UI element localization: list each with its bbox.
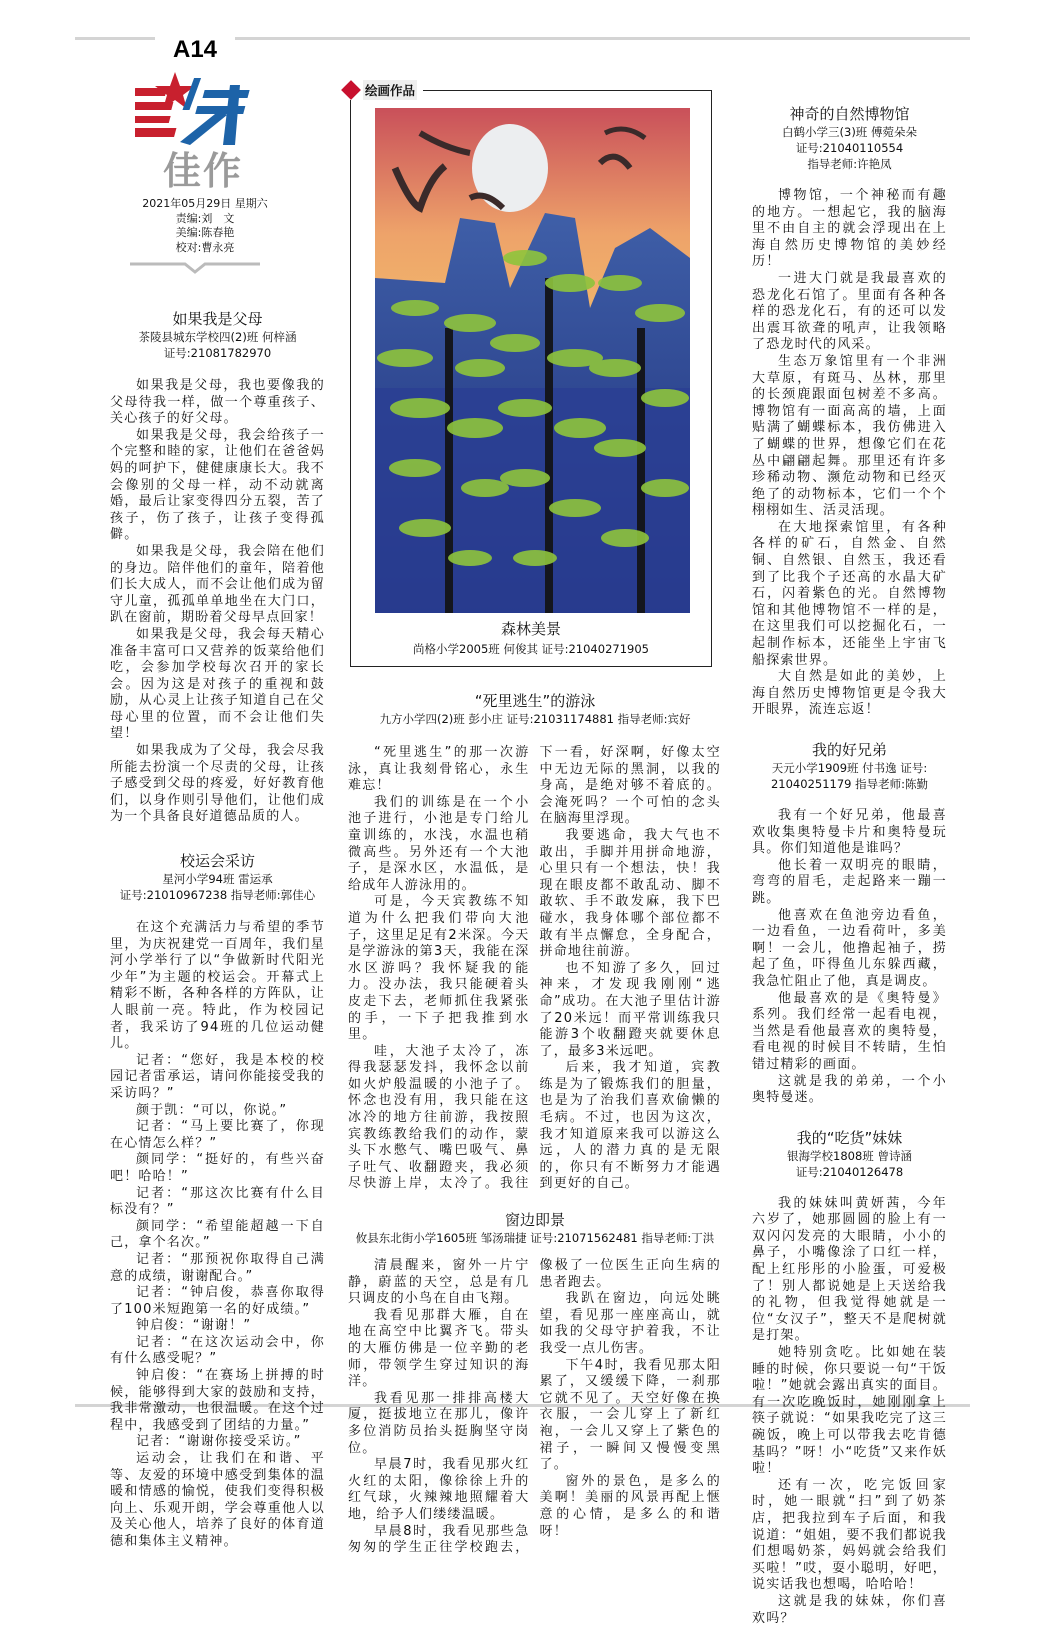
paragraph: 钟启俊：“在赛场上拼搏的时候，能够得到大家的鼓励和支持，我非常激动，也很温暖。在这个过程中，我感受到了团结的力量。”: [110, 1368, 325, 1433]
painting-title: 森林美景: [500, 620, 561, 638]
painting-tree-trunk: [445, 328, 453, 613]
paragraph: 颜同学：“挺好的，有些兴奋吧！哈哈！”: [110, 1152, 325, 1184]
article-title: 我的好兄弟: [811, 741, 887, 759]
article-title: 我的“吃货”妹妹: [796, 1128, 903, 1147]
article-body: [110, 920, 325, 1551]
paragraph: 她特别贪吃。比如她在装睡的时候，你只要说一句“干饭啦！”她就会露出真实的面目。有一次吃晚饭时，她刚刚拿上筷子就说：“如果我吃完了这三碗饭，晚上可以带我去吃肯德基吗？”呀！小“吃货”又来作妖啦！: [752, 1345, 947, 1477]
article-good-brother: [752, 741, 947, 1107]
paragraph: 我的妹妹叫黄妍茜，今年六岁了，她那圆圆的脸上有一双闪闪发亮的大眼睛，小小的鼻子，小嘴像涂了口红一样，配上红彤彤的小脸蛋，可爱极了！别人都说她是上天送给我的礼物，但我觉得她就是一位“女汉子”，整天不是爬树就是打架。: [752, 1195, 947, 1344]
article-byline: 攸县东北街小学1605班 邹汤瑞捷 证号:21071562481 指导老师:丁洪: [355, 1231, 715, 1246]
paragraph: 我们的训练是在一个小池子进行，小池是专门给儿童训练的，水浅，水温也稍微高些。另外还有一个大池子，是深水区，水温低，是给成年人游泳用的。: [348, 794, 530, 893]
article-sports-interview: [110, 852, 325, 1551]
paragraph: 我看见那一排排高楼大厦，挺拔地立在那儿，像许多位消防员抬头挺胸坚守岗位。: [348, 1390, 530, 1456]
article-swimming: [345, 692, 725, 1193]
article-byline: 茶陵县城东学校四(2)班 何梓涵: [138, 330, 297, 344]
article-body: [348, 745, 721, 1193]
article-title: 校运会采访: [179, 852, 255, 871]
article-body: [752, 1196, 947, 1627]
article-foodie-sister: [752, 1129, 947, 1627]
painting-label-text: 绘画作品: [363, 80, 417, 100]
paragraph: 他长着一双明亮的眼睛，弯弯的眉毛，走起路来一蹦一跳。: [752, 857, 947, 906]
paragraph: 博物馆，一个神秘而有趣的地方。一想起它，我的脑海里不由自主的就会浮现出在上海自然历史博物馆的美妙经历！: [752, 188, 947, 270]
paragraph: 如果我是父母，我会每天精心准备丰富可口又营养的饭菜给他们吃，会参加学校每次召开的家长会。因为这是对孩子的重视和鼓励，从心灵上让孩子知道自己在父母心里的位置，而不会让他们失望！: [110, 626, 325, 742]
article-body: [752, 808, 947, 1107]
paragraph: 在大地探索馆里，有各种各样的矿石，自然金、自然铜、自然银、自然玉，我还看到了比我个子还高的水晶大矿石，闪着紫色的光。自然博物馆和其他博物馆不一样的是，在这里我们可以挖掘化石，一起制作标本，还能坐上宇宙飞船探索世界。: [752, 519, 947, 668]
paragraph: 一进大门就是我最喜欢的恐龙化石馆了。里面有各种各样的恐龙化石，有的还可以发出震耳欲聋的吼声，让我领略了恐龙时代的风采。: [752, 270, 947, 353]
paragraph: 还有一次，吃完饭回家时，她一眼就“扫”到了奶茶店，把我拉到车子后面，和我说道：“姐姐，要不我们都说我们想喝奶茶，妈妈就会给我们买啦！”哎，耍小聪明，好吧，说实话我也想喝，哈哈哈！: [752, 1477, 947, 1593]
top-rule-right: [235, 37, 970, 40]
article-byline: 天元小学1909班 付书逸 证号:: [771, 761, 928, 775]
article-byline: 九方小学四(2)班 彭小庄 证号:21031174881 指导老师:宾好: [379, 712, 691, 726]
publication-logo: [135, 70, 260, 145]
article-body: [348, 1258, 721, 1557]
proofreader: 校对:曹永亮: [175, 240, 235, 254]
paragraph: 他最喜欢的是《奥特曼》系列。我们经常一起看电视，当然是看他最喜欢的奥特曼，看电视的时候目不转睛，生怕错过精彩的画面。: [752, 990, 947, 1072]
article-byline: 星河小学94班 雷运承: [162, 872, 273, 887]
article-body: [752, 188, 947, 719]
painting-block: [345, 80, 725, 672]
paragraph: 如果我是父母，我会给孩子一个完整和睦的家，让他们在爸爸妈妈的呵护下，健健康康长大。我不会像别的父母一样，动不动就离婚，最后让家变得四分五裂，苦了孩子，伤了孩子，让孩子变得孤僻。: [110, 427, 325, 543]
paragraph: 如果我是父母，我会陪在他们的身边。陪伴他们的童年，陪着他们长大成人，而不会让他们成为留守儿童，孤孤单单地坐在大门口，趴在窗前，期盼着父母早点回家！: [110, 543, 325, 626]
paragraph: 也不知游了多久，回过神来，才发现我刚刚“逃命”成功。在大池子里估计游了20米远！而平常训练我只能游3个收翻蹬夹就要休息了，最多3米远吧。: [539, 960, 721, 1059]
left-column: [110, 310, 325, 1551]
middle-column: [345, 80, 725, 1557]
paragraph: 清晨醒来，窗外一片宁静，蔚蓝的天空，总是有几只调皮的小鸟在自由飞翔。: [348, 1258, 530, 1307]
page-number: A14: [172, 36, 218, 63]
paragraph: “死里逃生”的那一次游泳，真让我刻骨铭心，永生难忘！: [348, 745, 530, 794]
paragraph: 记者：“那这次比赛有什么目标没有？”: [110, 1185, 325, 1218]
paragraph: 运动会，让我们在和谐、平等、友爱的环境中感受到集体的温暖和情感的愉悦，使我们变得积极向上、乐观开朗，学会尊重他人以及关心他人，培养了良好的体育道德和集体主义精神。: [110, 1451, 325, 1549]
editor: 责编:刘 文: [175, 211, 235, 225]
paragraph: 我看见那群大雁，自在地在高空中比翼齐飞。带头的大雁仿佛是一位辛勤的老师，带领学生穿过知识的海洋。: [348, 1307, 530, 1390]
right-column: [752, 105, 947, 1627]
paragraph: 记者：“马上要比赛了，你现在心情怎么样？”: [110, 1119, 325, 1151]
paragraph: 记者：“谢谢你接受采访。”: [136, 1434, 302, 1450]
article-byline: 证号:21040126478: [795, 1164, 904, 1179]
painting-image: [375, 108, 690, 613]
paragraph: 这就是我的妹妹，你们喜欢吗？: [752, 1593, 947, 1626]
article-byline: 21040251179 指导老师:陈勤: [770, 777, 928, 791]
article-byline: 指导老师:许艳凤: [807, 157, 892, 171]
section-title: 佳作: [162, 148, 243, 193]
masthead-info: [120, 197, 290, 255]
paragraph: 下午4时，我看见那太阳累了，又缓缓下降，一刹那它就不见了。天空好像在换衣服，一会儿穿上了新红袍，一会儿又穿上了紫色的裙子，一瞬间又慢慢变黑了。: [539, 1357, 721, 1473]
paragraph: 哇，大池子太冷了，冻得我瑟瑟发抖，我怀念以前如火炉般温暖的小池子了。怀念也没有用，我只能在这冰冷的地方往前游，我按照宾教练教给我们的动作，蒙头下水憋气、嘴巴吸气、鼻子吐气、收翻蹬夹，我必须尽快游上岸，太冷了。我往下一看，好深啊，好像太空中无边无际的黑洞，以我的身高，是绝对够不着底的。会淹死吗？一个可怕的念头在脑海里浮现。: [348, 745, 721, 1192]
top-rule-left: [75, 37, 155, 40]
issue-date: 2021年05月29日 星期六: [142, 197, 268, 210]
paragraph: 颜于凯：“可以，你说。”: [136, 1102, 288, 1118]
article-body: [110, 378, 325, 826]
painting-label: [338, 80, 423, 100]
paragraph: 他喜欢在鱼池旁边看鱼，一边看鱼，一边看荷叶，多美啊！一会儿，他撸起袖子，捞起了鱼，吓得鱼儿东躲西藏，我急忙阻止了他，真是调皮。: [752, 907, 947, 989]
article-byline: 证号:21040110554: [795, 141, 904, 155]
paragraph: 如果我是父母，我也要像我的父母待我一样，做一个尊重孩子、关心孩子的好父母。: [110, 378, 325, 427]
article-window-view: [345, 1211, 725, 1557]
paragraph: 早晨7时，我看见那火红火红的太阳，像徐徐上升的红气球，火辣辣地照耀着大地，给予人们缕缕温暖。: [348, 1457, 530, 1522]
article-title: 如果我是父母: [172, 310, 263, 328]
paragraph: 记者：“您好，我是本校的校园记者雷承运，请问你能接受我的采访吗？”: [110, 1052, 325, 1101]
article-title: 神奇的自然博物馆: [789, 105, 910, 123]
paragraph: 大自然是如此的美妙，上海自然历史博物馆更是令我大开眼界，流连忘返！: [752, 669, 947, 718]
art-editor: 美编:陈春艳: [175, 226, 235, 239]
article-byline: 证号:21010967238 指导老师:郭佳心: [119, 888, 316, 903]
paragraph: 早晨8时，我看见那些急匆匆的学生正往学校跑去，像极了一位医生正向生病的患者跑去。: [348, 1258, 721, 1556]
article-title: “死里逃生”的游泳: [474, 692, 596, 710]
paragraph: 我要逃命，我大气也不敢出，手脚并用拼命地游，心里只有一个想法，快！我现在眼皮都不敢乱动、脚不敢软、手不敢发麻，我下巴碰水，我身体哪个部位都不敢有半点懈怠，全身配合，拼命地往前游。: [539, 827, 721, 960]
paragraph: 记者：“那预祝你取得自己满意的成绩，谢谢配合。”: [110, 1251, 325, 1284]
paragraph: 记者：“在这次运动会中，你有什么感受呢？”: [110, 1334, 325, 1367]
article-byline: 银海学校1808班 曾诗涵: [787, 1148, 912, 1163]
paragraph: 钟启俊：“谢谢！”: [136, 1318, 252, 1334]
article-if-i-were-parent: [110, 310, 325, 826]
article-natural-museum: [752, 105, 947, 719]
diamond-icon: [341, 80, 361, 100]
paragraph: 如果我成为了父母，我会尽我所能去扮演一个尽责的父母，让孩子感受到父母的疼爱，好好教育他们，以身作则引导他们，让他们成为一个具备良好道德品质的人。: [110, 743, 325, 825]
chevron-divider-icon: [130, 262, 260, 274]
paragraph: 窗外的景色，是多么的美啊！美丽的风景再配上惬意的心情，是多么的和谐呀！: [539, 1473, 721, 1539]
paragraph: 生态万象馆里有一个非洲大草原，有斑马、丛林，那里的长颈鹿跟面包树差不多高。博物馆有一面高高的墙，上面贴满了蝴蝶标本，我仿佛进入了蝴蝶的世界，想像它们在花丛中翩翩起舞。那里还有许多珍稀动物、濒危动物和已经灭绝了的动物标本，它们一个个栩栩如生、活灵活现。: [752, 353, 947, 519]
painting-credit: 尚格小学2005班 何俊其 证号:21040271905: [413, 642, 649, 656]
paragraph: 这就是我的弟弟，一个小奥特曼迷。: [752, 1073, 947, 1106]
paragraph: 后来，我才知道，宾教练是为了锻炼我们的胆量，也是为了治我们喜欢偷懒的毛病。不过，也因为这次，我才知道原来我可以游这么远，人的潜力真的是无限的，你只有不断努力才能遇到更好的自己。: [539, 1060, 721, 1192]
paragraph: 记者：“钟启俊，恭喜你取得了100米短跑第一名的好成绩。”: [110, 1285, 325, 1317]
article-byline: 白鹤小学三(3)班 傅菀朵朵: [782, 125, 917, 139]
paragraph: 我有一个好兄弟，他最喜欢收集奥特曼卡片和奥特曼玩具。你们知道他是谁吗？: [752, 808, 947, 857]
paragraph: 在这个充满活力与希望的季节里，为庆祝建党一百周年，我们星河小学举行了以“争做新时代阳光少年”为主题的校运会。开幕式上精彩不断，各种各样的方阵队，让人眼前一亮。特此，作为校园记者，我采访了94班的几位运动健儿。: [110, 920, 325, 1052]
paragraph: 可是，今天宾教练不知道为什么把我们带向大池子，这里足足有2米深。今天是学游泳的第3天，我能在深水区游吗？我怀疑我的能力。没办法，我只能硬着头皮走下去，老师抓住我紧张的手，一下子把我推到水里。: [348, 894, 530, 1043]
article-title: 窗边即景: [504, 1211, 565, 1230]
article-byline: 证号:21081782970: [163, 346, 272, 360]
paragraph: 颜同学：“希望能超越一下自己，拿个名次。”: [110, 1218, 325, 1251]
paragraph: 我趴在窗边，向远处眺望，看见那一座座高山，就如我的父母守护着我，不让我受一点儿伤害。: [539, 1291, 721, 1356]
